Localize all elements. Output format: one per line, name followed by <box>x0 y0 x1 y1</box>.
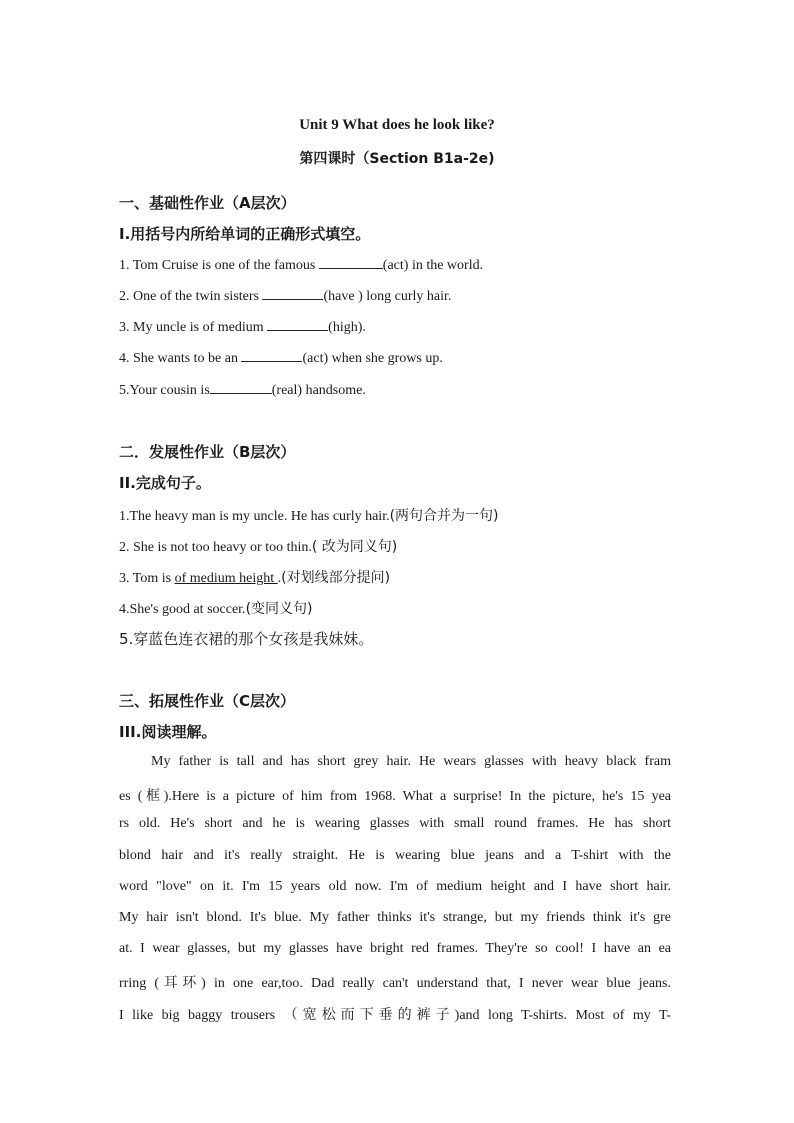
exercise-item <box>119 256 483 274</box>
item-instruction: (变同义句) <box>245 601 313 617</box>
item-text: 2. She is not too heavy or too thin. <box>119 540 312 555</box>
item-text: 5.Your cousin is <box>119 383 210 398</box>
section-b-subheading: II.完成句子。 <box>119 474 211 492</box>
exercise-item <box>119 536 397 556</box>
item-text: 1.The heavy man is my uncle. He has curly hair. <box>119 509 390 524</box>
answer-blank[interactable] <box>241 349 302 362</box>
exercise-item <box>119 318 366 336</box>
exercise-item <box>119 598 313 618</box>
item-text: . <box>277 571 282 586</box>
answer-blank[interactable] <box>267 318 328 331</box>
item-text: 3. My uncle is of medium <box>119 320 268 335</box>
exercise-item: 5.穿蓝色连衣裙的那个女孩是我妹妹。 <box>119 630 374 648</box>
item-instruction: (对划线部分提问) <box>281 570 391 586</box>
exercise-item <box>119 349 443 367</box>
item-instruction: ( 改为同义句) <box>311 539 398 555</box>
page-subtitle: 第四课时（Section B1a-2e) <box>299 151 495 167</box>
section-a-heading: 一、基础性作业（A层次） <box>119 194 296 212</box>
item-text: 1. Tom Cruise is one of the famous <box>119 258 319 273</box>
section-c-heading: 三、拓展性作业（C层次） <box>119 692 296 710</box>
passage-line: My hair isn't blond. It's blue. My father thinks it's strange, but my friends think it's gre <box>119 909 671 925</box>
passage-line: at. I wear glasses, but my glasses have bright red frames. They're so cool! I have an ea <box>119 941 671 957</box>
passage-line: rs old. He's short and he is wearing glasses with small round frames. He has short <box>119 816 671 832</box>
exercise-item <box>119 505 499 525</box>
page-title: Unit 9 What does he look like? <box>299 117 495 133</box>
exercise-item <box>119 381 366 399</box>
passage-line: blond hair and it's really straight. He is wearing blue jeans and a T-shirt with the <box>119 847 671 863</box>
reading-passage <box>119 754 671 1035</box>
section-a-subheading: I.用括号内所给单词的正确形式填空。 <box>119 225 371 243</box>
item-hint: (act) when she grows up. <box>302 351 443 366</box>
passage-line: es (框).Here is a picture of him from 1968. What a surprise! In the picture, he's 15 yea <box>119 789 671 805</box>
exercise-item <box>119 567 390 587</box>
item-text: 3. Tom is <box>119 571 175 586</box>
item-text: 4.She's good at soccer. <box>119 602 246 617</box>
item-instruction: (两句合并为一句) <box>389 508 499 524</box>
passage-line: I like big baggy trousers （宽松而下垂的裤子)and long T-shirts. Most of my T- <box>119 1007 671 1023</box>
underlined-phrase: of medium height <box>174 571 278 586</box>
item-hint: (have ) long curly hair. <box>323 289 452 304</box>
item-hint: (real) handsome. <box>271 383 366 398</box>
answer-blank[interactable] <box>262 287 323 300</box>
exercise-item <box>119 287 451 305</box>
passage-line: word "love" on it. I'm 15 years old now. I'm of medium height and I have short hair. <box>119 878 671 894</box>
answer-blank[interactable] <box>319 256 383 269</box>
item-hint: (high). <box>328 320 366 335</box>
item-text: 4. She wants to be an <box>119 351 242 366</box>
answer-blank[interactable] <box>210 381 272 394</box>
section-b-heading: 二．发展性作业（B层次） <box>119 443 296 461</box>
section-c-subheading: III.阅读理解。 <box>119 723 217 741</box>
passage-line: rring (耳环) in one ear,too. Dad really can't understand that, I never wear blue jeans. <box>119 976 671 992</box>
item-text: 2. One of the twin sisters <box>119 289 263 304</box>
item-hint: (act) in the world. <box>382 258 484 273</box>
passage-line: My father is tall and has short grey hair. He wears glasses with heavy black fram <box>151 754 671 769</box>
